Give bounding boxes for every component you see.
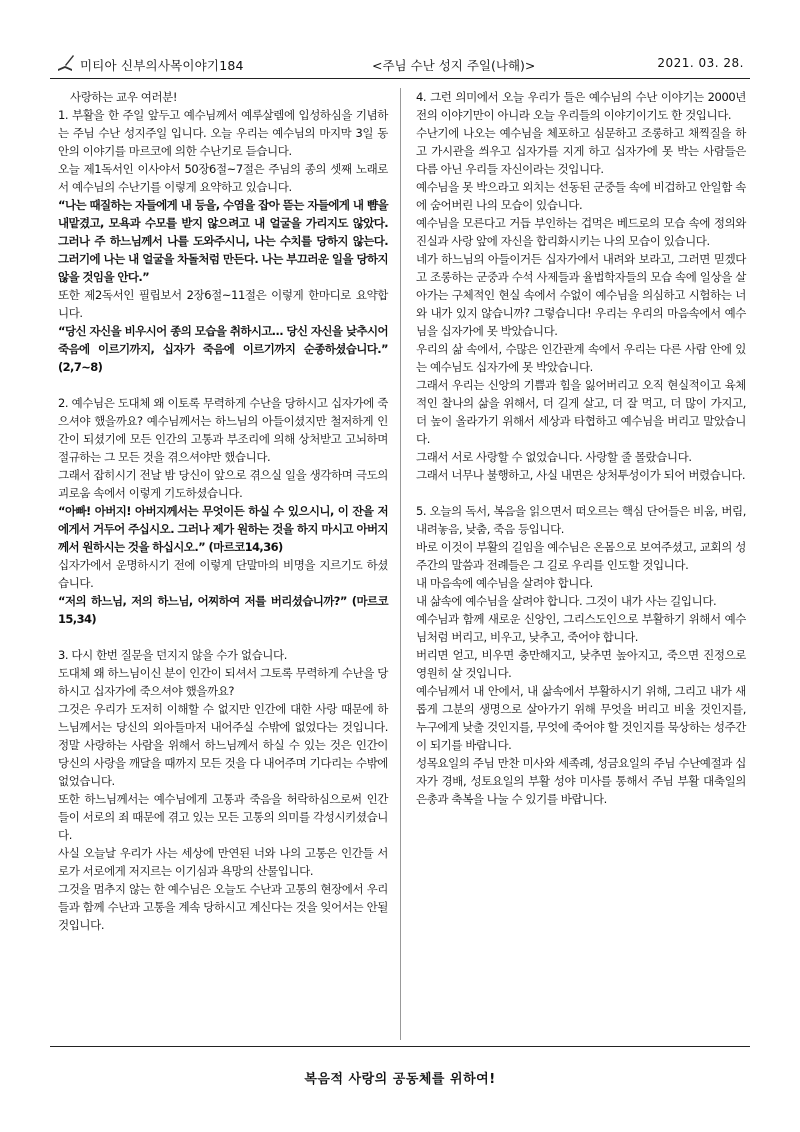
liturgical-subtitle: <주님 수난 성지 주일(나해)> <box>372 58 536 73</box>
column-divider <box>400 88 401 1040</box>
greeting: 사랑하는 교우 여러분! <box>70 90 178 104</box>
scripture-quote: “아빠! 아버지! 아버지께서는 무엇이든 하실 수 있으시니, 이 잔을 저에게서 거두어 주십시오. 그러나 제가 원하는 것을 하지 마시고 아버지께서 원하시는 것을 하십시오.” (마르코14,36) <box>58 504 388 554</box>
footer-rule <box>50 1046 750 1047</box>
footer-motto: 복음적 사랑의 공동체를 위하여! <box>304 1072 496 1087</box>
paragraph: 4. 그런 의미에서 오늘 우리가 들은 예수님의 수난 이야기는 2000년 전의 이야기만이 아니라 오늘 우리들의 이야기이기도 한 것입니다. <box>416 90 746 122</box>
quill-book-icon <box>56 53 76 73</box>
page-header <box>50 50 750 78</box>
paragraph: 또한 제2독서인 필립보서 2장6절~11절은 이렇게 한마디로 요약합니다. <box>58 288 388 320</box>
paragraph: 3. 다시 한번 질문을 던지지 않을 수가 없습니다. <box>58 648 287 662</box>
paragraph: 내 삶속에 예수님을 살려야 합니다. 그것이 내가 사는 길입니다. <box>416 594 717 608</box>
right-column <box>416 88 746 808</box>
paragraph: 1. 부활을 한 주일 앞두고 예수님께서 예루살렘에 입성하심을 기념하는 주님 수난 성지주일 입니다. 오늘 우리는 예수님의 마지막 3일 동안의 이야기를 마르코에 의한 수난기로 듣습니다. <box>58 108 388 158</box>
paragraph: 그래서 서로 사랑할 수 없었습니다. 사랑할 줄 몰랐습니다. <box>416 450 692 464</box>
paragraph: 내 마음속에 예수님을 살려야 합니다. <box>416 576 593 590</box>
paragraph: 성목요일의 주님 만찬 미사와 세족례, 성금요일의 주님 수난예절과 십자가 경배, 성토요일의 부활 성야 미사를 통해서 주님 부활 대축일의 은총과 축복을 나눌 수 있기를 바랍니다. <box>416 756 746 806</box>
paragraph: 그것을 멈추지 않는 한 예수님은 오늘도 수난과 고통의 현장에서 우리들과 함께 수난과 고통을 계속 당하시고 계신다는 것을 잊어서는 안될 것입니다. <box>58 882 388 932</box>
paragraph: 바로 이것이 부활의 길임을 예수님은 온몸으로 보여주셨고, 교회의 성주간의 말씀과 전례들은 그 길로 우리를 인도할 것입니다. <box>416 540 746 572</box>
newsletter-title: 미티아 신부의사목이야기184 <box>80 58 244 73</box>
paragraph: 오늘 제1독서인 이사야서 50장6절~7절은 주님의 종의 셋째 노래로서 예수님의 수난기를 이렇게 요약하고 있습니다. <box>58 162 388 194</box>
paragraph: 사실 오늘날 우리가 사는 세상에 만연된 너와 나의 고통은 인간들 서로가 서로에게 저지르는 이기심과 욕망의 산물입니다. <box>58 846 388 878</box>
header-rule <box>50 78 750 79</box>
paragraph: 그래서 우리는 신앙의 기쁨과 힘을 잃어버리고 오직 현실적이고 육체적인 찰나의 삶을 위해서, 더 길게 살고, 더 잘 먹고, 더 많이 가지고, 더 높이 올라가기 위해서 세상과 타협하고 예수님을 버리고 말았습니다. <box>416 378 746 446</box>
scripture-quote: “저의 하느님, 저의 하느님, 어찌하여 저를 버리셨습니까?” (마르코15,34) <box>58 594 388 626</box>
issue-date: 2021. 03. 28. <box>657 56 744 70</box>
paragraph: 그래서 너무나 불행하고, 사실 내면은 상처투성이가 되어 버렸습니다. <box>416 468 746 482</box>
scripture-quote: “나는 때질하는 자들에게 내 등을, 수염을 잡아 뜯는 자들에게 내 뺨을 내맡겼고, 모욕과 수모를 받지 않으려고 내 얼굴을 가리지도 않았다. 그러나 주 하느님께서 나를 도와주시니, 나는 수치를 당하지 않는다. 그러기에 나는 내 얼굴을 차돌처럼 만든다. 나는 부끄러운 일을 당하지 않을 것임을 안다.” <box>58 198 388 284</box>
paragraph: 예수님을 모른다고 거듭 부인하는 겁먹은 베드로의 모습 속에 정의와 진실과 사랑 앞에 자신을 합리화시키는 나의 모습이 있습니다. <box>416 216 746 248</box>
scripture-quote: “당신 자신을 비우시어 종의 모습을 취하시고… 당신 자신을 낮추시어 죽음에 이르기까지, 십자가 죽음에 이르기까지 순종하셨습니다.” (2,7~8) <box>58 324 388 374</box>
paragraph: 수난기에 나오는 예수님을 체포하고 심문하고 조롱하고 채찍질을 하고 가시관을 씌우고 십자가를 지게 하고 십자가에 못 박는 사람들은 다름 아닌 우리들 자신이라는 것입니다. <box>416 126 746 176</box>
paragraph: 또한 하느님께서는 예수님에게 고통과 죽음을 허락하심으로써 인간들이 서로의 죄 때문에 겪고 있는 모든 고통의 의미를 각성시키셨습니다. <box>58 792 388 842</box>
paragraph: 예수님과 함께 새로운 신앙인, 그리스도인으로 부활하기 위해서 예수님처럼 버리고, 비우고, 낮추고, 죽어야 합니다. <box>416 612 746 644</box>
paragraph: 우리의 삶 속에서, 수많은 인간관계 속에서 우리는 다른 사람 안에 있는 예수님도 십자가에 못 박았습니다. <box>416 342 746 374</box>
left-column <box>58 88 388 934</box>
paragraph: 버리면 얻고, 비우면 충만해지고, 낮추면 높아지고, 죽으면 진정으로 영원히 살 것입니다. <box>416 648 746 680</box>
paragraph: 십자가에서 운명하시기 전에 이렇게 단말마의 비명을 지르기도 하셨습니다. <box>58 558 388 590</box>
paragraph: 그래서 잡히시기 전날 밤 당신이 앞으로 겪으실 일을 생각하며 극도의 괴로움 속에서 이렇게 기도하셨습니다. <box>58 468 388 500</box>
paragraph: 5. 오늘의 독서, 복음을 읽으면서 떠오르는 핵심 단어들은 비움, 버림, 내려놓음, 낮춤, 죽음 등입니다. <box>416 504 746 536</box>
paragraph: 예수님께서 내 안에서, 내 삶속에서 부활하시기 위해, 그리고 내가 새롭게 그분의 생명으로 살아가기 위해 무엇을 버리고 비울 것인지를, 누구에게 낮출 것인지를, 무엇에 죽어야 할 것인지를 묵상하는 성주간이 되기를 바랍니다. <box>416 684 746 752</box>
paragraph: 네가 하느님의 아들이거든 십자가에서 내려와 보라고, 그러면 믿겠다고 조롱하는 군중과 수석 사제들과 율법학자들의 모습 속에 일상을 살아가는 구체적인 현실 속에서 수없이 예수님을 의심하고 시험하는 너와 내가 있지 않습니까? 그렇습니다! 우리는 우리의 마음속에서 예수님을 십자가에 못 박았습니다. <box>416 252 746 338</box>
paragraph: 예수님을 못 박으라고 외치는 선동된 군중들 속에 비겁하고 안일함 속에 숨어버린 나의 모습이 있습니다. <box>416 180 746 212</box>
paragraph: 그것은 우리가 도저히 이해할 수 없지만 인간에 대한 사랑 때문에 하느님께서는 당신의 외아들마저 내어주실 수밖에 없었다는 것입니다. 정말 사랑하는 사람을 위해서 하느님께서 하실 수 있는 것은 인간이 당신의 사랑을 깨달을 때까지 모든 것을 다 내어주며 기다리는 수밖에 없었습니다. <box>58 702 388 788</box>
paragraph: 도대체 왜 하느님이신 분이 인간이 되셔서 그토록 무력하게 수난을 당하시고 십자가에 죽으셔야 했을까요? <box>58 666 388 698</box>
paragraph: 2. 예수님은 도대체 왜 이토록 무력하게 수난을 당하시고 십자가에 죽으셔야 했을까요? 예수님께서는 하느님의 아들이셨지만 철저하게 인간이 되셨기에 모든 인간의 고통과 부조리에 의해 상처받고 고뇌하며 절규하는 그 모든 것을 겪으셔야만 했습니다. <box>58 396 388 464</box>
